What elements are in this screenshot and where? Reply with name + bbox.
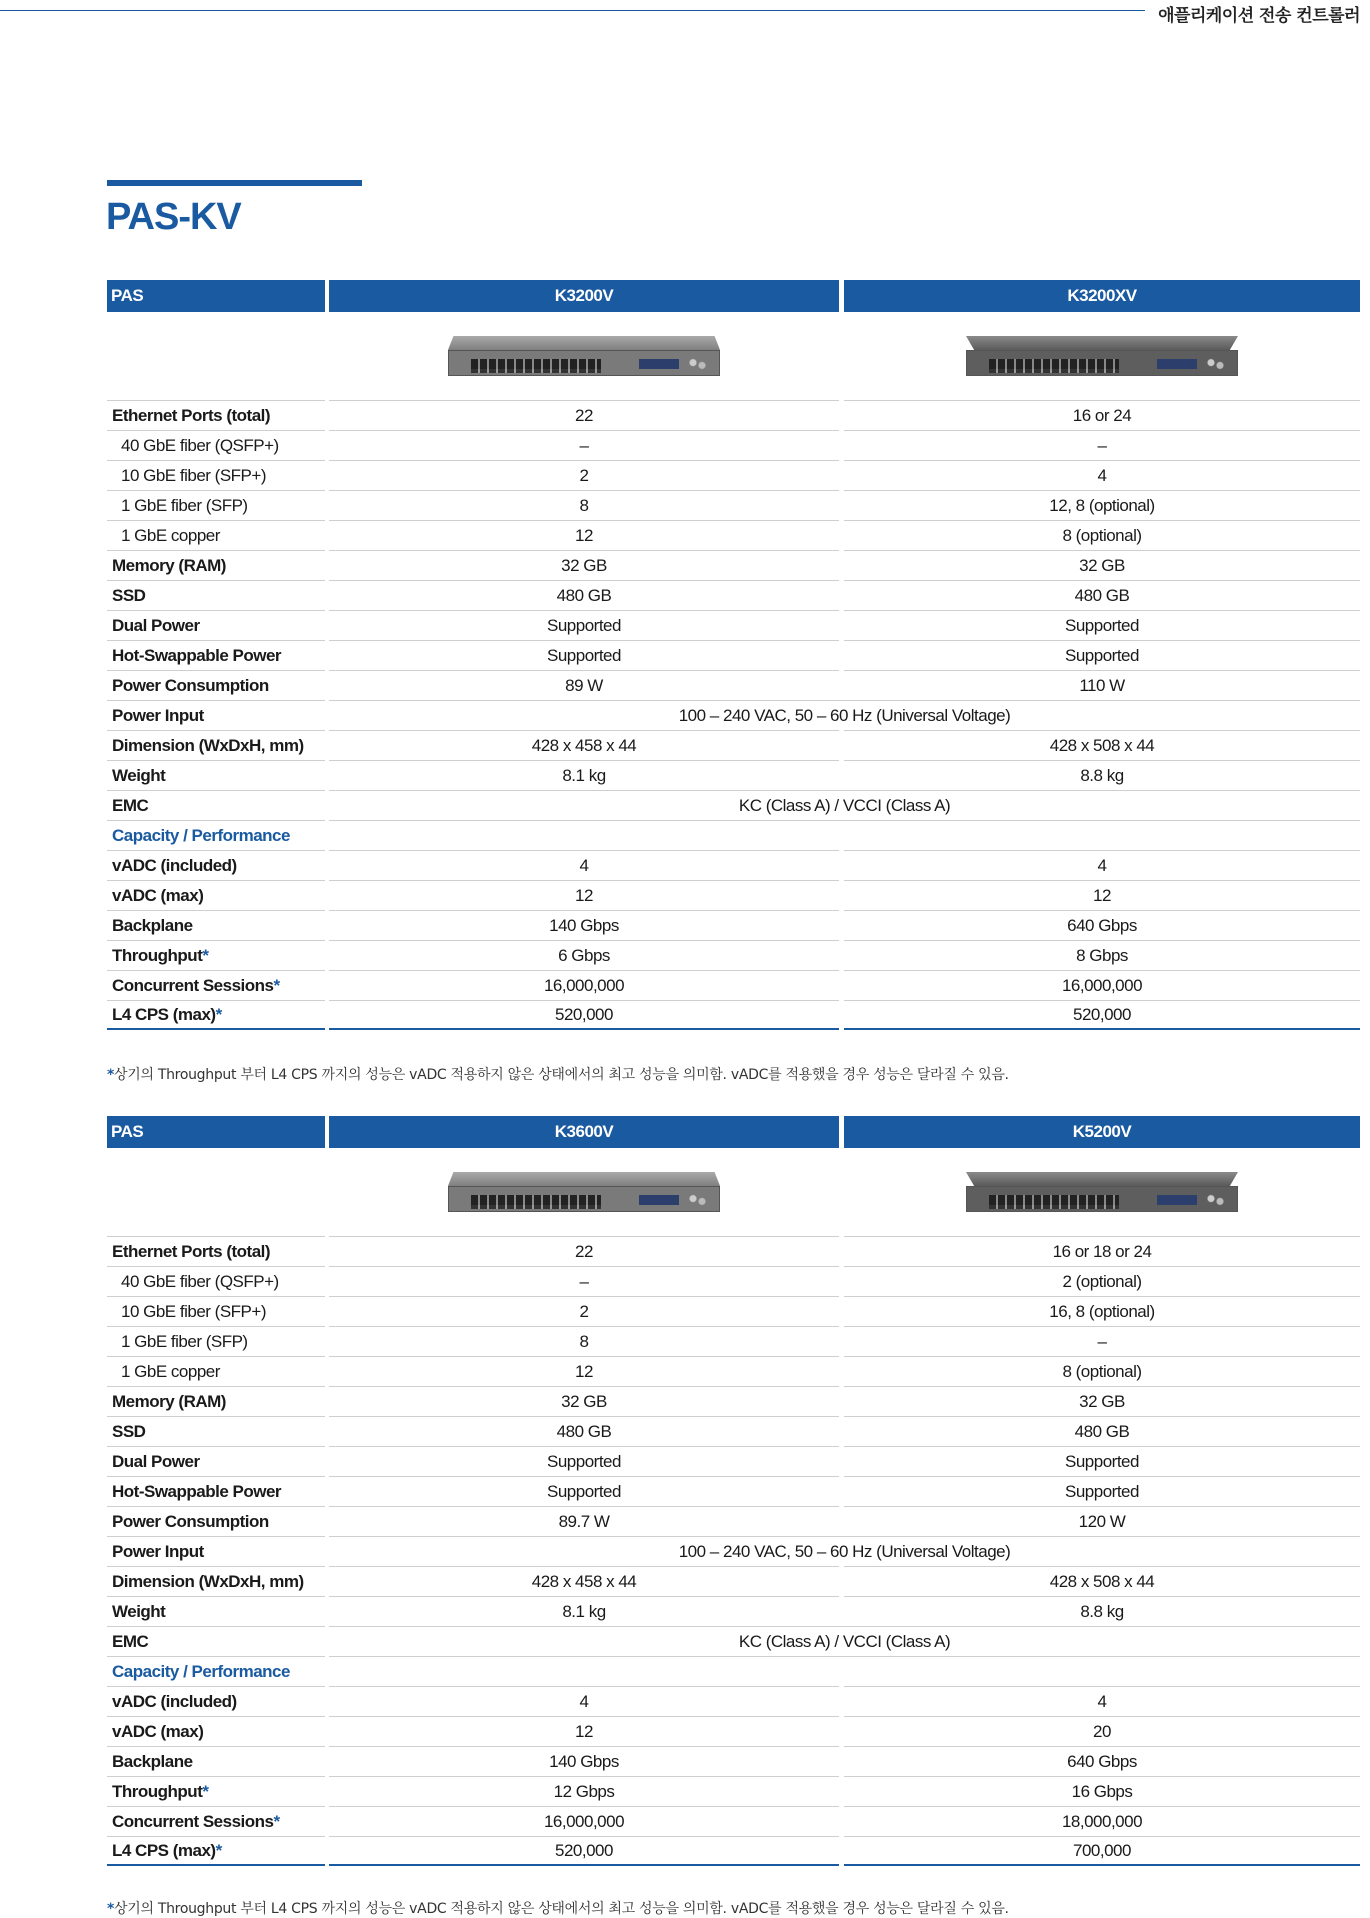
spec-label-text: EMC <box>112 795 149 815</box>
spec-value: 428 x 508 x 44 <box>844 730 1360 760</box>
spec-table <box>107 280 1360 1030</box>
table-row <box>107 1806 1360 1836</box>
footnote-marker: * <box>273 975 280 995</box>
spec-label <box>107 1596 325 1626</box>
spec-label-text: Dimension (WxDxH, mm) <box>112 735 304 755</box>
spec-label-text: Backplane <box>112 915 193 935</box>
spec-value: 16, 8 (optional) <box>844 1296 1360 1326</box>
footnote-marker: * <box>202 945 209 965</box>
spec-label <box>107 880 325 910</box>
spec-value: 2 <box>329 460 839 490</box>
spec-label <box>107 640 325 670</box>
spec-label-text: Weight <box>112 1601 166 1621</box>
spec-value: 4 <box>844 850 1360 880</box>
spec-label <box>107 460 325 490</box>
table-row <box>107 700 1360 730</box>
spec-label <box>107 400 325 430</box>
spec-value: Supported <box>329 1446 839 1476</box>
spec-value: 2 (optional) <box>844 1266 1360 1296</box>
spec-label-text: Memory (RAM) <box>112 1391 226 1411</box>
spec-label-text: 10 GbE fiber (SFP+) <box>121 1301 266 1321</box>
footnote-marker: * <box>107 1067 115 1083</box>
server-appliance-icon <box>966 1172 1238 1212</box>
spec-label <box>107 1416 325 1446</box>
table-row <box>107 1416 1360 1446</box>
title-accent-bar <box>107 180 362 186</box>
spec-label <box>107 520 325 550</box>
table-row <box>107 760 1360 790</box>
table-row <box>107 1746 1360 1776</box>
spec-label <box>107 610 325 640</box>
spec-label <box>107 1536 325 1566</box>
table-row <box>107 1356 1360 1386</box>
table-row <box>107 1626 1360 1656</box>
corner-label: PAS <box>107 1116 325 1148</box>
footnote-marker: * <box>107 1901 115 1917</box>
spec-label <box>107 790 325 820</box>
spec-value: 8.8 kg <box>844 760 1360 790</box>
section-title: 애플리케이션 전송 컨트롤러 <box>1158 6 1360 26</box>
spec-value: 520,000 <box>329 1000 839 1030</box>
product-image <box>844 336 1360 376</box>
spec-value: 20 <box>844 1716 1360 1746</box>
spec-value: 32 GB <box>329 1386 839 1416</box>
table-row <box>107 1566 1360 1596</box>
table-row <box>107 820 1360 850</box>
spec-value: 8 Gbps <box>844 940 1360 970</box>
spec-label-text: 1 GbE fiber (SFP) <box>121 1331 248 1351</box>
spec-value: 140 Gbps <box>329 910 839 940</box>
spec-label-text: vADC (max) <box>112 1721 204 1741</box>
spec-value: 480 GB <box>329 580 839 610</box>
table-row <box>107 1386 1360 1416</box>
footnote-marker: * <box>215 1840 222 1860</box>
table-row <box>107 1686 1360 1716</box>
table-row <box>107 550 1360 580</box>
spec-value: 640 Gbps <box>844 1746 1360 1776</box>
footnote <box>107 1064 1009 1084</box>
spec-label <box>107 1716 325 1746</box>
table-row <box>107 580 1360 610</box>
model-name: K3200V <box>329 280 839 312</box>
spec-value: Supported <box>844 1476 1360 1506</box>
section-empty <box>329 820 1360 850</box>
spec-value: – <box>329 430 839 460</box>
spec-value: 16 or 24 <box>844 400 1360 430</box>
spec-label-text: SSD <box>112 1421 146 1441</box>
spec-label-text: Ethernet Ports (total) <box>112 405 271 425</box>
spec-label-text: 40 GbE fiber (QSFP+) <box>121 435 279 455</box>
spec-label <box>107 1836 325 1866</box>
table-row <box>107 970 1360 1000</box>
spec-value: 16,000,000 <box>329 970 839 1000</box>
spec-label-text: 10 GbE fiber (SFP+) <box>121 465 266 485</box>
table-row <box>107 610 1360 640</box>
spec-value-shared: KC (Class A) / VCCI (Class A) <box>329 790 1360 820</box>
model-name: K5200V <box>844 1116 1360 1148</box>
spec-label <box>107 1356 325 1386</box>
spec-label <box>107 1506 325 1536</box>
spec-value: 89.7 W <box>329 1506 839 1536</box>
spec-label-text: Power Input <box>112 1541 204 1561</box>
table-row <box>107 1836 1360 1866</box>
page-title: PAS-KV <box>106 196 241 238</box>
table-row <box>107 1716 1360 1746</box>
spec-value: 22 <box>329 400 839 430</box>
table-row <box>107 520 1360 550</box>
spec-value: 640 Gbps <box>844 910 1360 940</box>
spec-value: 12 <box>329 1716 839 1746</box>
table-row <box>107 490 1360 520</box>
spec-label <box>107 1776 325 1806</box>
table-row <box>107 400 1360 430</box>
spec-label <box>107 490 325 520</box>
spec-label-text: Capacity / Performance <box>112 1661 290 1681</box>
spec-value: – <box>844 1326 1360 1356</box>
spec-label <box>107 970 325 1000</box>
spec-value: 32 GB <box>844 1386 1360 1416</box>
spec-value: 12 <box>329 880 839 910</box>
table-row <box>107 640 1360 670</box>
spec-label-text: EMC <box>112 1631 149 1651</box>
spec-value: 4 <box>329 850 839 880</box>
table-row <box>107 1000 1360 1030</box>
table-row <box>107 850 1360 880</box>
table-row <box>107 460 1360 490</box>
spec-label-text: Power Input <box>112 705 204 725</box>
footnote-marker: * <box>202 1781 209 1801</box>
model-name: K3600V <box>329 1116 839 1148</box>
spec-label-text: Backplane <box>112 1751 193 1771</box>
spec-value: 16 Gbps <box>844 1776 1360 1806</box>
product-image-row <box>107 1148 1360 1236</box>
spec-label <box>107 670 325 700</box>
table-row <box>107 1596 1360 1626</box>
spec-label-text: Concurrent Sessions <box>112 1811 274 1831</box>
spec-value: – <box>329 1266 839 1296</box>
spec-value: 120 W <box>844 1506 1360 1536</box>
section-heading <box>107 820 325 850</box>
spec-label-text: Ethernet Ports (total) <box>112 1241 271 1261</box>
spec-label <box>107 1266 325 1296</box>
spec-value: 520,000 <box>329 1836 839 1866</box>
spec-label-text: L4 CPS (max) <box>112 1840 216 1860</box>
table-row <box>107 1326 1360 1356</box>
table-row <box>107 910 1360 940</box>
spec-value: 428 x 458 x 44 <box>329 1566 839 1596</box>
spec-label-text: 1 GbE copper <box>121 1361 220 1381</box>
table-row <box>107 1296 1360 1326</box>
footnote-marker: * <box>215 1004 222 1024</box>
product-image <box>329 336 839 376</box>
table-row <box>107 1776 1360 1806</box>
spec-value: 16 or 18 or 24 <box>844 1236 1360 1266</box>
spec-label <box>107 1566 325 1596</box>
spec-label <box>107 1746 325 1776</box>
spec-value: 32 GB <box>329 550 839 580</box>
spec-value: 4 <box>329 1686 839 1716</box>
spec-value: 428 x 508 x 44 <box>844 1566 1360 1596</box>
spec-value: 8 (optional) <box>844 520 1360 550</box>
table-row <box>107 1656 1360 1686</box>
footnote <box>107 1898 1009 1918</box>
section-heading <box>107 1656 325 1686</box>
spec-label <box>107 1326 325 1356</box>
spec-value: 8.8 kg <box>844 1596 1360 1626</box>
spec-label <box>107 910 325 940</box>
table-row <box>107 1266 1360 1296</box>
table-row <box>107 1236 1360 1266</box>
corner-label: PAS <box>107 280 325 312</box>
spec-value: 140 Gbps <box>329 1746 839 1776</box>
spec-label <box>107 1296 325 1326</box>
footnote-text: 상기의 Throughput 부터 L4 CPS 까지의 성능은 vADC 적용하지 않은 상태에서의 최고 성능을 의미함. vADC를 적용했을 경우 성능은 달라질 수 있음. <box>114 1901 1009 1917</box>
table-row <box>107 880 1360 910</box>
spec-label-text: vADC (max) <box>112 885 204 905</box>
spec-label <box>107 1626 325 1656</box>
spec-label-text: Concurrent Sessions <box>112 975 274 995</box>
spec-label-text: Hot-Swappable Power <box>112 645 282 665</box>
spec-label <box>107 1446 325 1476</box>
spec-label <box>107 550 325 580</box>
spec-table <box>107 1116 1360 1866</box>
table-row <box>107 790 1360 820</box>
spec-value: 12 <box>329 520 839 550</box>
spec-value: 16,000,000 <box>844 970 1360 1000</box>
spec-value: 6 Gbps <box>329 940 839 970</box>
spec-value: 428 x 458 x 44 <box>329 730 839 760</box>
spec-value: 2 <box>329 1296 839 1326</box>
spec-label-text: Throughput <box>112 1781 203 1801</box>
spec-value: Supported <box>329 1476 839 1506</box>
product-image <box>844 1172 1360 1212</box>
spec-label-text: SSD <box>112 585 146 605</box>
spec-label <box>107 1236 325 1266</box>
spec-value: Supported <box>329 640 839 670</box>
product-image-row <box>107 312 1360 400</box>
spec-label-text: Power Consumption <box>112 675 269 695</box>
table-row <box>107 730 1360 760</box>
spec-label-text: Weight <box>112 765 166 785</box>
footnote-marker: * <box>273 1811 280 1831</box>
spec-label <box>107 430 325 460</box>
footnote-text: 상기의 Throughput 부터 L4 CPS 까지의 성능은 vADC 적용하지 않은 상태에서의 최고 성능을 의미함. vADC를 적용했을 경우 성능은 달라질 수 있음. <box>114 1067 1009 1083</box>
spec-label-text: 40 GbE fiber (QSFP+) <box>121 1271 279 1291</box>
spec-label-text: Hot-Swappable Power <box>112 1481 282 1501</box>
spec-label-text: Dual Power <box>112 1451 200 1471</box>
spec-value: 8.1 kg <box>329 1596 839 1626</box>
spec-value: 32 GB <box>844 550 1360 580</box>
model-name: K3200XV <box>844 280 1360 312</box>
spec-value: 110 W <box>844 670 1360 700</box>
table-row <box>107 940 1360 970</box>
spec-value: 89 W <box>329 670 839 700</box>
spec-label <box>107 700 325 730</box>
spec-value: 480 GB <box>844 1416 1360 1446</box>
server-appliance-icon <box>966 336 1238 376</box>
table-row <box>107 1476 1360 1506</box>
spec-value: 520,000 <box>844 1000 1360 1030</box>
spec-value: 480 GB <box>329 1416 839 1446</box>
spec-label <box>107 580 325 610</box>
product-image <box>329 1172 839 1212</box>
spec-label-text: Throughput <box>112 945 203 965</box>
spec-value-shared: 100 – 240 VAC, 50 – 60 Hz (Universal Voltage) <box>329 700 1360 730</box>
spec-label-text: 1 GbE fiber (SFP) <box>121 495 248 515</box>
spec-label <box>107 760 325 790</box>
spec-value-shared: 100 – 240 VAC, 50 – 60 Hz (Universal Voltage) <box>329 1536 1360 1566</box>
spec-value: 4 <box>844 1686 1360 1716</box>
spec-label-text: Capacity / Performance <box>112 825 290 845</box>
spec-value: 18,000,000 <box>844 1806 1360 1836</box>
spec-value: – <box>844 430 1360 460</box>
spec-value: 22 <box>329 1236 839 1266</box>
spec-value: 8.1 kg <box>329 760 839 790</box>
header-rule <box>0 10 1145 11</box>
spec-label <box>107 850 325 880</box>
spec-label <box>107 1386 325 1416</box>
spec-label-text: vADC (included) <box>112 1691 237 1711</box>
spec-value: 8 <box>329 1326 839 1356</box>
spec-label-text: Dimension (WxDxH, mm) <box>112 1571 304 1591</box>
spec-value: 700,000 <box>844 1836 1360 1866</box>
spec-value: Supported <box>844 640 1360 670</box>
spec-value: 12 Gbps <box>329 1776 839 1806</box>
spec-label <box>107 940 325 970</box>
table-row <box>107 1536 1360 1566</box>
server-appliance-icon <box>448 1172 720 1212</box>
spec-value: 12, 8 (optional) <box>844 490 1360 520</box>
table-row <box>107 1446 1360 1476</box>
table-header-row <box>107 280 1360 312</box>
spec-value: 12 <box>329 1356 839 1386</box>
spec-label-text: Dual Power <box>112 615 200 635</box>
spec-value: 12 <box>844 880 1360 910</box>
spec-label <box>107 730 325 760</box>
section-empty <box>329 1656 1360 1686</box>
spec-value: Supported <box>844 1446 1360 1476</box>
spec-value: 480 GB <box>844 580 1360 610</box>
spec-label <box>107 1686 325 1716</box>
spec-value: Supported <box>844 610 1360 640</box>
table-header-row <box>107 1116 1360 1148</box>
spec-value: 16,000,000 <box>329 1806 839 1836</box>
spec-value-shared: KC (Class A) / VCCI (Class A) <box>329 1626 1360 1656</box>
spec-label-text: 1 GbE copper <box>121 525 220 545</box>
server-appliance-icon <box>448 336 720 376</box>
table-row <box>107 670 1360 700</box>
spec-label <box>107 1806 325 1836</box>
table-row <box>107 1506 1360 1536</box>
spec-value: 8 (optional) <box>844 1356 1360 1386</box>
spec-value: 8 <box>329 490 839 520</box>
spec-value: Supported <box>329 610 839 640</box>
spec-label <box>107 1000 325 1030</box>
spec-value: 4 <box>844 460 1360 490</box>
table-row <box>107 430 1360 460</box>
spec-label <box>107 1476 325 1506</box>
spec-label-text: L4 CPS (max) <box>112 1004 216 1024</box>
spec-label-text: Memory (RAM) <box>112 555 226 575</box>
spec-label-text: Power Consumption <box>112 1511 269 1531</box>
spec-label-text: vADC (included) <box>112 855 237 875</box>
